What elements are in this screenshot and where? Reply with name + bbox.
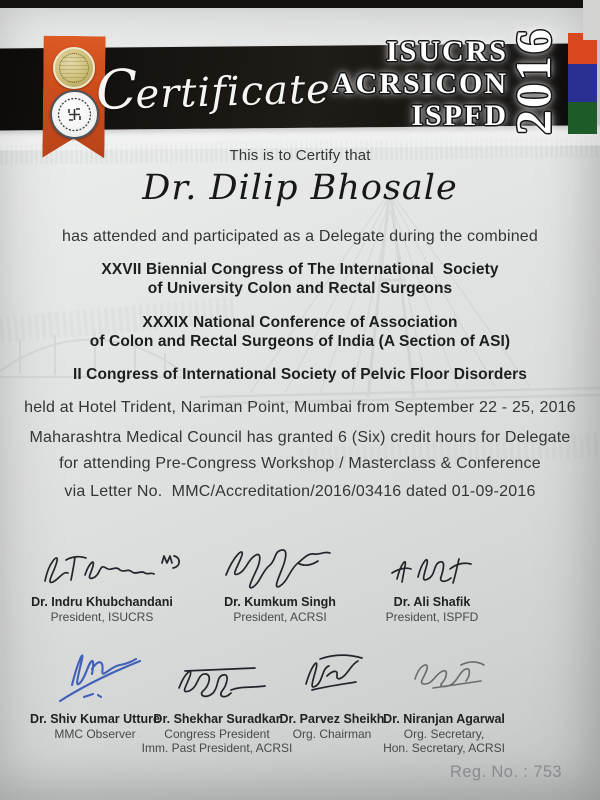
signature-suradkar bbox=[163, 658, 273, 704]
signatory-name: Dr. Indru Khubchandani bbox=[31, 595, 173, 609]
year-label: 2016 bbox=[505, 27, 561, 135]
registration-number: Reg. No. : 753 bbox=[450, 763, 562, 781]
org-line-acrsicon: ACRSICON bbox=[331, 67, 508, 100]
signature-utture bbox=[52, 643, 147, 705]
photo-top-edge bbox=[0, 0, 600, 8]
signatory-title: President, ISPFD bbox=[385, 610, 479, 624]
congress2-line2: of Colon and Rectal Surgeons of India (A Section of ASI) bbox=[89, 333, 511, 350]
certificate-script-title: Certificate bbox=[95, 57, 332, 122]
venue-line: held at Hotel Trident, Nariman Point, Mumbai from September 22 - 25, 2016 bbox=[24, 399, 576, 416]
photo-corner-background bbox=[583, 0, 600, 40]
congress2-line1: XXXIX National Conference of Association bbox=[142, 314, 458, 331]
signature-khubchandani bbox=[35, 547, 185, 593]
signature-kumkum-singh bbox=[218, 543, 343, 598]
isucrs-seal-icon bbox=[53, 47, 95, 89]
org-line-ispfd: ISPFD bbox=[411, 99, 508, 132]
signatory-title: MMC Observer bbox=[54, 727, 136, 741]
workshop-line: for attending Pre-Congress Workshop / Masterclass & Conference bbox=[59, 455, 541, 472]
signatory-name: Dr. Parvez Sheikh bbox=[279, 712, 385, 726]
signature-agarwal bbox=[403, 653, 488, 693]
signatory-title: Imm. Past President, ACRSI bbox=[141, 741, 293, 755]
attendance-line: has attended and participated as a Delegate during the combined bbox=[61, 228, 539, 245]
signatory-title: Org. Chairman bbox=[292, 727, 372, 741]
congress1-line2: of University Colon and Rectal Surgeons bbox=[147, 280, 453, 297]
signature-parvez-sheikh bbox=[292, 648, 372, 694]
signatory-title: Congress President bbox=[164, 727, 270, 741]
signatory-title: President, ACRSI bbox=[233, 610, 327, 624]
signatory-name: Dr. Shekhar Suradkar bbox=[153, 712, 281, 726]
signatory-title: Org. Secretary, bbox=[403, 727, 485, 741]
signatory-name: Dr. Ali Shafik bbox=[393, 595, 471, 609]
color-bar-blue bbox=[568, 64, 597, 102]
intro-line: This is to Certify that bbox=[229, 147, 371, 164]
signature-ali-shafik bbox=[385, 549, 480, 591]
signatory-title: President, ISUCRS bbox=[50, 610, 154, 624]
seal-emblem bbox=[52, 92, 97, 137]
signatory-name: Dr. Niranjan Agarwal bbox=[383, 712, 505, 726]
credit-line: Maharashtra Medical Council has granted 6 (Six) credit hours for Delegate bbox=[29, 429, 571, 446]
signatory-name: Dr. Shiv Kumar Utture bbox=[30, 712, 160, 726]
congress-acronyms bbox=[332, 36, 508, 132]
congress1-line1: XXVII Biennial Congress of The International Society bbox=[101, 261, 499, 278]
acrsi-seal-icon bbox=[50, 90, 99, 139]
color-bar-green bbox=[568, 102, 597, 134]
letter-line: via Letter No. MMC/Accreditation/2016/03416 dated 01-09-2016 bbox=[64, 483, 536, 500]
congress3-line: II Congress of International Society of Pelvic Floor Disorders bbox=[72, 366, 528, 383]
signatory-title: Hon. Secretary, ACRSI bbox=[383, 741, 505, 755]
signatory-name: Dr. Kumkum Singh bbox=[224, 595, 336, 609]
org-line-isucrs: ISUCRS bbox=[385, 35, 508, 68]
recipient-name: Dr. Dilip Bhosale bbox=[142, 168, 458, 208]
